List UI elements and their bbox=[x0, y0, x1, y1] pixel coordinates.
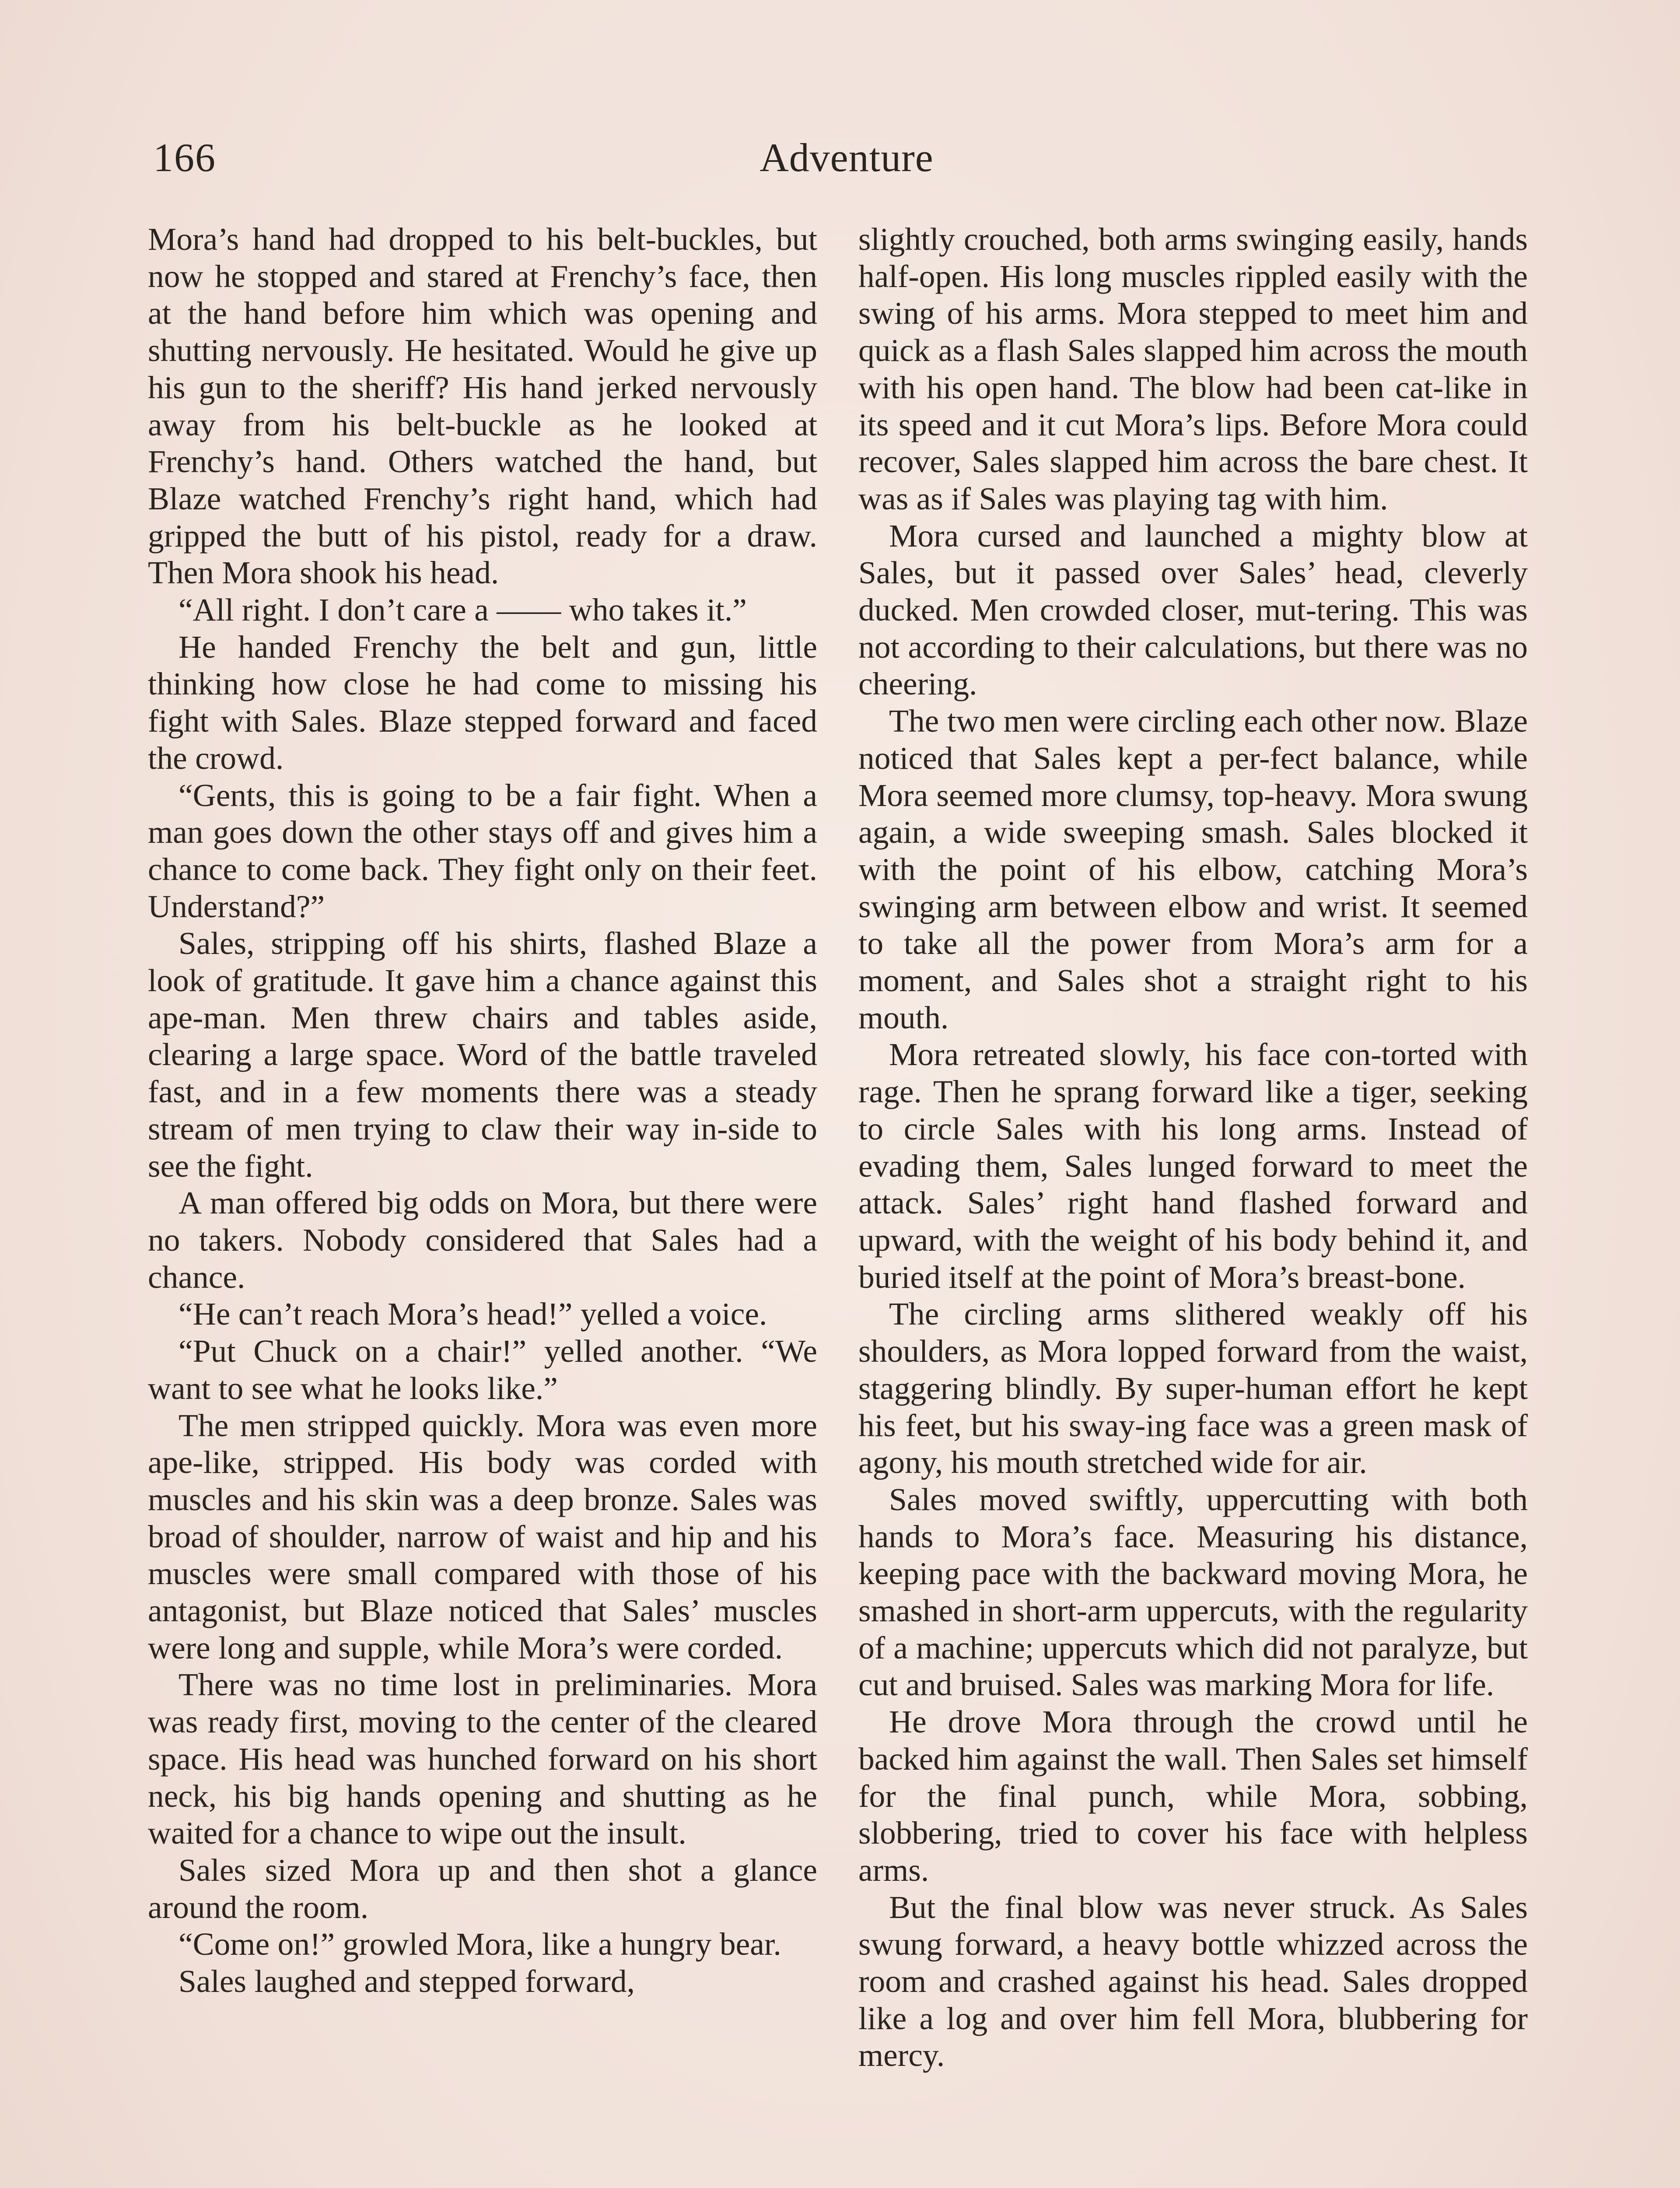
paragraph: Mora retreated slowly, his face con-torted with rage. Then he sprang forward like a tiger, seeking to circle Sales with his long arms. Instead of evading them, Sales lunged forward to meet the attack. Sales’ right hand flashed forward and upward, with the weight of his body behind it, and buried itself at the point of Mora’s breast-bone. bbox=[858, 1037, 1528, 1295]
paragraph: The circling arms slithered weakly off his shoulders, as Mora lopped forward from the waist, staggering blindly. By super-human effort he kept his feet, but his sway-ing face was a green mask of agony, his mouth stretched wide for air. bbox=[858, 1296, 1528, 1480]
paragraph: The men stripped quickly. Mora was even more ape-like, stripped. His body was corded with muscles and his skin was a deep bronze. Sales was broad of shoulder, narrow of waist and hip and his muscles were small compared with those of his antagonist, but Blaze noticed that Sales’ muscles were long and supple, while Mora’s were corded. bbox=[148, 1407, 817, 1666]
paragraph: “Put Chuck on a chair!” yelled another. “We want to see what he looks like.” bbox=[148, 1333, 817, 1406]
page-number: 166 bbox=[153, 135, 216, 180]
paragraph: “Come on!” growled Mora, like a hungry bear. bbox=[178, 1926, 781, 1962]
paragraph: He drove Mora through the crowd until he backed him against the wall. Then Sales set himself for the final punch, while Mora, sobbing, slobbering, tried to cover his face with helpless arms. bbox=[858, 1704, 1528, 1888]
paragraph: slightly crouched, both arms swinging easily, hands half-open. His long muscles rippled easily with the swing of his arms. Mora stepped to meet him and quick as a flash Sales slapped him across the mouth with his open hand. The blow had been cat-like in its speed and it cut Mora’s lips. Before Mora could recover, Sales slapped him across the bare chest. It was as if Sales was playing tag with him. bbox=[858, 221, 1528, 516]
left-column bbox=[148, 221, 817, 2000]
paragraph: Sales laughed and stepped forward, bbox=[178, 1964, 635, 1999]
paragraph: A man offered big odds on Mora, but there were no takers. Nobody considered that Sales had a chance. bbox=[148, 1185, 817, 1295]
paragraph: There was no time lost in preliminaries. Mora was ready first, moving to the center of the cleared space. His head was hunched forward on his short neck, his big hands opening and shutting as he waited for a chance to wipe out the insult. bbox=[148, 1667, 817, 1851]
paragraph: “He can’t reach Mora’s head!” yelled a voice. bbox=[178, 1296, 767, 1332]
paragraph: Mora cursed and launched a mighty blow at Sales, but it passed over Sales’ head, cleverly ducked. Men crowded closer, mut-tering. This was not according to their calculations, but there was no cheering. bbox=[858, 518, 1528, 702]
paragraph: Mora’s hand had dropped to his belt-buckles, but now he stopped and stared at Frenchy’s face, then at the hand before him which was opening and shutting nervously. He hesitated. Would he give up his gun to the sheriff? His hand jerked nervously away from his belt-buckle as he looked at Frenchy’s hand. Others watched the hand, but Blaze watched Frenchy’s right hand, which had gripped the butt of his pistol, ready for a draw. Then Mora shook his head. bbox=[148, 221, 817, 591]
paragraph: The two men were circling each other now. Blaze noticed that Sales kept a per-fect balance, while Mora seemed more clumsy, top-heavy. Mora swung again, a wide sweeping smash. Sales blocked it with the point of his elbow, catching Mora’s swinging arm between elbow and wrist. It seemed to take all the power from Mora’s arm for a moment, and Sales shot a straight right to his mouth. bbox=[858, 703, 1528, 1035]
paragraph: “Gents, this is going to be a fair fight. When a man goes down the other stays off and gives him a chance to come back. They fight only on their feet. Understand?” bbox=[148, 777, 817, 924]
paragraph: Sales moved swiftly, uppercutting with both hands to Mora’s face. Measuring his distance, keeping pace with the backward moving Mora, he smashed in short-arm uppercuts, with the regularity of a machine; uppercuts which did not paralyze, but cut and bruised. Sales was marking Mora for life. bbox=[858, 1481, 1528, 1703]
page-header bbox=[149, 127, 1544, 188]
paragraph: Sales sized Mora up and then shot a glance around the room. bbox=[148, 1852, 817, 1925]
paragraph: He handed Frenchy the belt and gun, little thinking how close he had come to missing his fight with Sales. Blaze stepped forward and faced the crowd. bbox=[148, 629, 817, 776]
running-title: Adventure bbox=[760, 135, 934, 180]
right-column bbox=[858, 221, 1528, 2074]
paragraph: But the final blow was never struck. As Sales swung forward, a heavy bottle whizzed across the room and crashed against his head. Sales dropped like a log and over him fell Mora, blubbering for mercy. bbox=[858, 1889, 1528, 2073]
paragraph: “All right. I don’t care a —— who takes it.” bbox=[178, 592, 747, 628]
paragraph: Sales, stripping off his shirts, flashed Blaze a look of gratitude. It gave him a chance against this ape-man. Men threw chairs and tables aside, clearing a large space. Word of the battle traveled fast, and in a few moments there was a steady stream of men trying to claw their way in-side to see the fight. bbox=[148, 926, 817, 1184]
